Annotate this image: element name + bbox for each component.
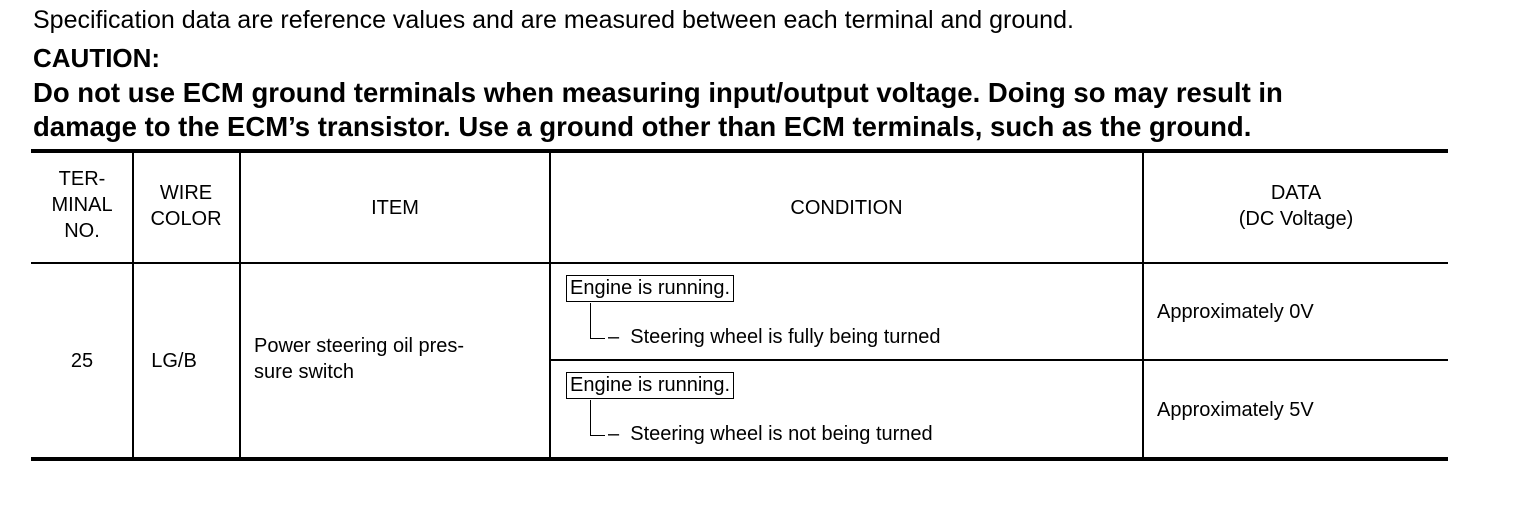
condition-steering-text: – Steering wheel is not being turned [608,423,933,445]
wire-color: LG/B [151,350,197,372]
condition-bracket [590,303,605,339]
condition-bracket [590,400,605,436]
condition-engine-running-box: Engine is running. [566,275,734,302]
header-wire-color: WIRE COLOR [150,182,222,230]
header-condition: CONDITION [790,197,903,219]
caution-title: CAUTION: [33,43,161,73]
header-item: ITEM [371,197,419,219]
terminal-number: 25 [70,350,94,372]
condition-engine-running-box: Engine is running. [566,372,734,399]
intro-text: Specification data are reference values and are measured between each terminal and ground. [33,6,1074,34]
table-bottom-rule [31,457,1448,461]
caution-line-2: damage to the ECM’s transistor. Use a ground other than ECM terminals, such as the ground. [33,111,1252,142]
caution-line-1: Do not use ECM ground terminals when measuring input/output voltage. Doing so may result in [33,77,1283,108]
data-value: Approximately 5V [1157,399,1314,421]
data-value: Approximately 0V [1157,301,1314,323]
header-divider [31,262,1448,264]
header-data: DATA (DC Voltage) [1238,182,1354,230]
condition-steering-text: – Steering wheel is fully being turned [608,326,941,348]
table-top-rule [31,149,1448,153]
caution-body [33,76,1463,144]
header-terminal-no: TER- MINAL NO. [51,168,113,242]
row-divider [550,359,1448,361]
item-name: Power steering oil pres- sure switch [254,335,465,383]
